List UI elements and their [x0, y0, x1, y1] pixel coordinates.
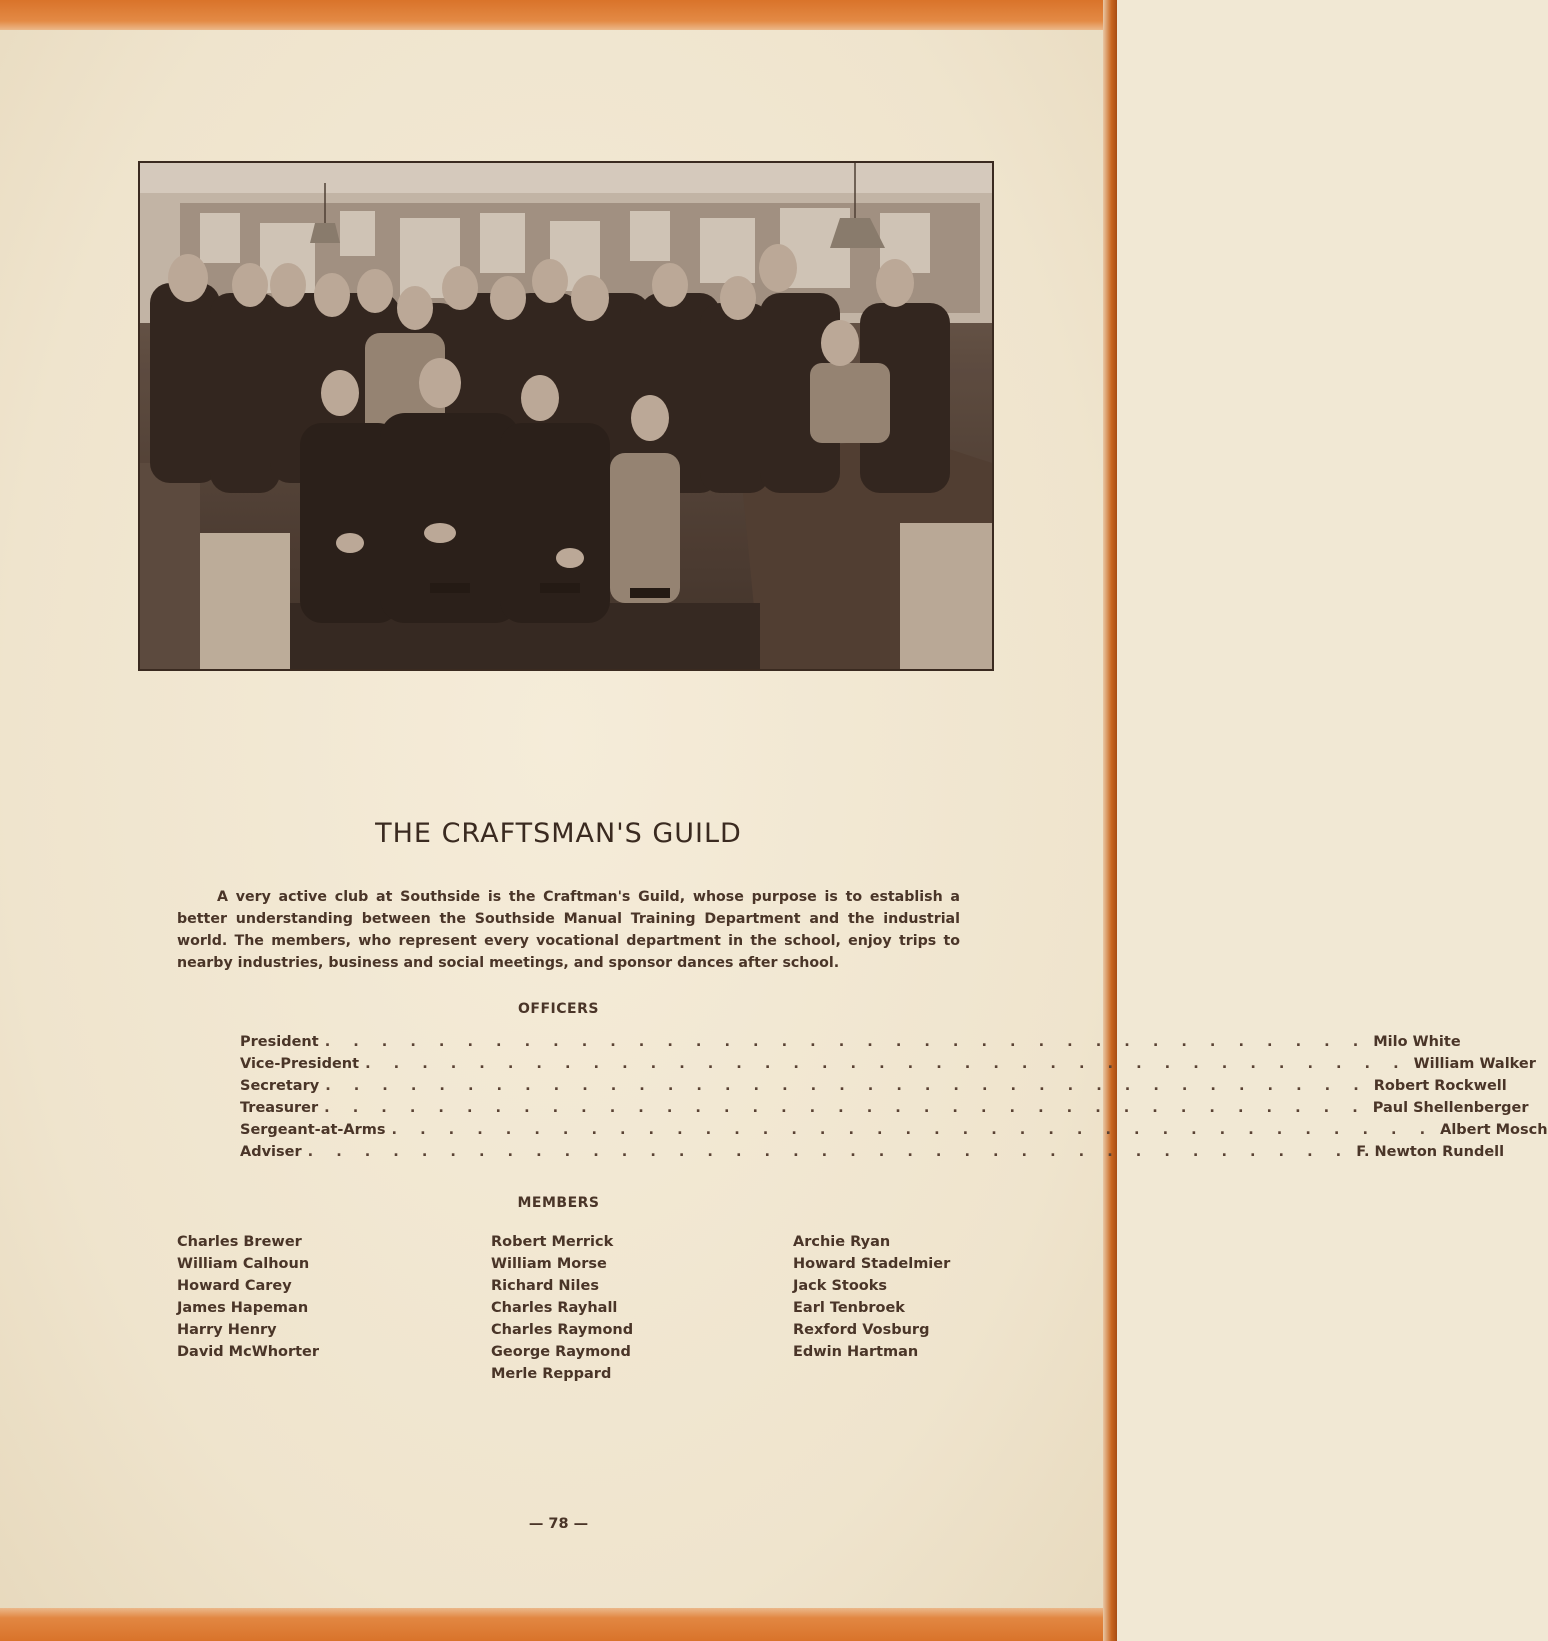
group-photo-illustration: [140, 163, 992, 669]
officer-row: [240, 1056, 1536, 1078]
member-name: Jack Stooks: [793, 1278, 888, 1294]
officer-name: Milo White: [1373, 1034, 1461, 1050]
officer-role: Treasurer: [240, 1100, 319, 1116]
page-title: THE CRAFTSMAN'S GUILD: [375, 818, 742, 849]
intro-text: A very active club at Southside is the Craftman's Guild, whose purpose is to establish a better understanding between the Southside Manual Training Department and the industrial world. The members, who represent every vocational department in the school, enjoy trips to nearby industries, business and social meetings, and sponsor dances after school.: [177, 889, 960, 971]
member-name: Robert Merrick: [491, 1234, 614, 1250]
officer-row: [240, 1100, 1529, 1122]
member-name: David McWhorter: [177, 1344, 320, 1360]
member-name: Charles Raymond: [491, 1322, 634, 1338]
officer-row: [240, 1122, 1548, 1144]
officers-heading: OFFICERS: [518, 1001, 599, 1017]
officer-role: Vice-President: [240, 1056, 360, 1072]
officer-name: William Walker: [1413, 1056, 1536, 1072]
bottom-orange-border: [0, 1608, 1117, 1641]
officer-name: Albert Mosch: [1440, 1122, 1548, 1138]
members-heading: MEMBERS: [517, 1195, 600, 1211]
member-name: Richard Niles: [491, 1278, 599, 1294]
officer-row: [240, 1034, 1461, 1056]
leader-dots: . . . . . . . . . . . . . . . . . . . . . . . . . . . . . . . . . . . . .: [307, 1144, 1351, 1160]
officer-role: President: [240, 1034, 319, 1050]
member-name: Charles Brewer: [177, 1234, 302, 1250]
officer-row: [240, 1144, 1505, 1166]
member-name: Archie Ryan: [793, 1234, 891, 1250]
top-orange-border: [0, 0, 1117, 30]
member-name: Earl Tenbroek: [793, 1300, 905, 1316]
leader-dots: . . . . . . . . . . . . . . . . . . . . . . . . . . . . . . . . . . . . .: [365, 1056, 1408, 1072]
officer-name: Robert Rockwell: [1373, 1078, 1507, 1094]
officer-name: F. Newton Rundell: [1356, 1144, 1505, 1160]
member-name: Rexford Vosburg: [793, 1322, 930, 1338]
members-column-3: [793, 1231, 950, 1363]
group-photo: [138, 161, 994, 671]
officers-list: [240, 1034, 1548, 1166]
member-name: William Morse: [491, 1256, 607, 1272]
leader-dots: . . . . . . . . . . . . . . . . . . . . . . . . . . . . . . . . . . . . .: [324, 1100, 1367, 1116]
leader-dots: . . . . . . . . . . . . . . . . . . . . . . . . . . . . . . . . . . . . .: [391, 1122, 1435, 1138]
member-name: Harry Henry: [177, 1322, 277, 1338]
member-name: James Hapeman: [177, 1300, 309, 1316]
members-column-1: [177, 1231, 319, 1363]
leader-dots: . . . . . . . . . . . . . . . . . . . . . . . . . . . . . . . . . . . . .: [325, 1078, 1368, 1094]
intro-paragraph: [177, 886, 960, 974]
member-name: Charles Rayhall: [491, 1300, 618, 1316]
member-name: Howard Carey: [177, 1278, 292, 1294]
officer-role: Secretary: [240, 1078, 320, 1094]
member-name: Howard Stadelmier: [793, 1256, 951, 1272]
member-name: George Raymond: [491, 1344, 631, 1360]
officer-role: Adviser: [240, 1144, 302, 1160]
page-number: — 78 —: [528, 1516, 589, 1532]
member-name: William Calhoun: [177, 1256, 310, 1272]
leader-dots: . . . . . . . . . . . . . . . . . . . . . . . . . . . . . . . . . . . . .: [324, 1034, 1368, 1050]
member-name: Edwin Hartman: [793, 1344, 919, 1360]
officer-name: Paul Shellenberger: [1372, 1100, 1529, 1116]
officer-role: Sergeant-at-Arms: [240, 1122, 386, 1138]
members-column-2: [491, 1231, 633, 1385]
member-name: Merle Reppard: [491, 1366, 612, 1382]
officer-row: [240, 1078, 1507, 1100]
